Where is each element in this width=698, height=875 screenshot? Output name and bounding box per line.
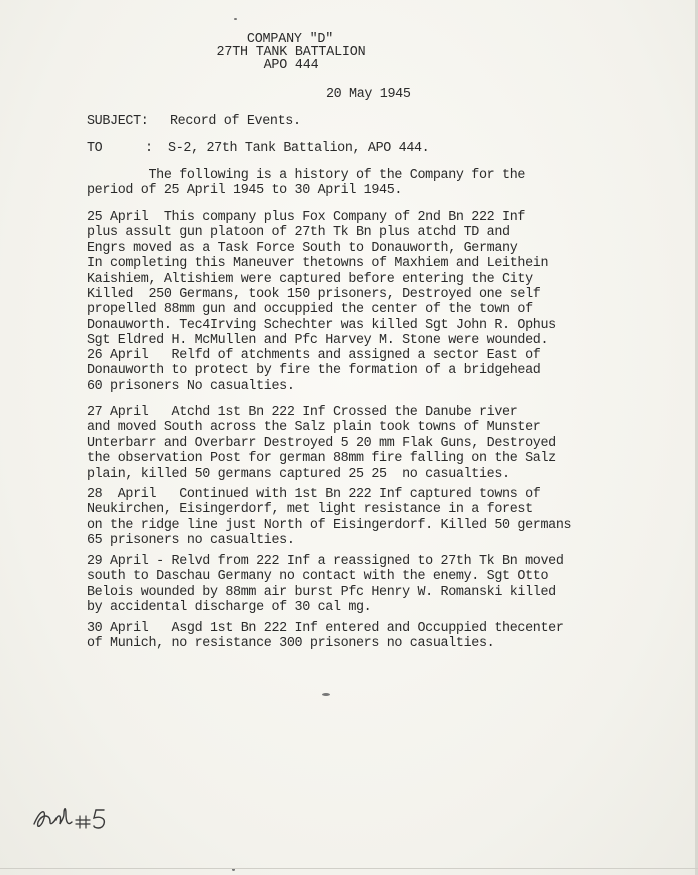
to-label: TO — [87, 141, 103, 156]
entry-30-april — [87, 621, 687, 652]
entry-line: on the ridge line just North of Eisingerdorf. Killed 50 germans — [87, 517, 572, 533]
entry-line: Neukirchen, Eisingerdorf, met light resistance in a forest — [87, 502, 533, 518]
header-apo: APO 444 — [263, 58, 319, 73]
entry-line: Donauworth to protect by fire the formation of a bridgehead — [87, 363, 541, 379]
header-company: COMPANY "D" — [246, 32, 334, 47]
entry-line: 60 prisoners No casualties. — [87, 378, 295, 394]
document-date: 20 May 1945 — [326, 87, 411, 102]
entry-line: In completing this Maneuver thetowns of Maxhiem and Leithein — [87, 256, 549, 272]
entry-28-april — [87, 487, 687, 549]
ink-speck — [234, 18, 237, 20]
entry-line: 25 April This company plus Fox Company of 2nd Bn 222 Inf — [87, 210, 526, 225]
entry-line: the observation Post for german 88mm fire falling on the Salz — [87, 451, 556, 467]
entry-line: Killed 250 Germans, took 150 prisoners, Destroyed one self — [87, 287, 541, 303]
entry-27-april — [87, 405, 687, 482]
entry-line: Engrs moved as a Task Force South to Donauworth, Germany — [87, 240, 518, 256]
entry-line: propelled 88mm gun and occuppied the center of the town of — [87, 302, 533, 318]
intro-paragraph — [87, 168, 687, 199]
entry-line: Sgt Eldred H. McMullen and Pfc Harvey M. Stone were wounded. — [87, 333, 549, 349]
header-battalion: 27TH TANK BATTALION — [216, 45, 366, 60]
entry-line: Unterbarr and Overbarr Destroyed 5 20 mm Flak Guns, Destroyed — [87, 435, 556, 451]
to-text: : S-2, 27th Tank Battalion, APO 444. — [145, 141, 430, 156]
entry-line: of Munich, no resistance 300 prisoners no casualties. — [87, 636, 495, 652]
entry-line: plain, killed 50 germans captured 25 25 no casualties. — [87, 466, 510, 482]
entry-25-april — [87, 210, 687, 349]
handwritten-annotation — [28, 800, 128, 840]
entry-line: plus assult gun platoon of 27th Tk Bn plus atchd TD and — [87, 225, 510, 241]
entry-line: by accidental discharge of 30 cal mg. — [87, 600, 372, 616]
intro-line: The following is a history of the Company for the — [87, 168, 526, 183]
entry-line: Kaishiem, Altishiem were captured before entering the City — [87, 271, 533, 287]
entry-29-april — [87, 554, 687, 616]
entry-line: and moved South across the Salz plain took towns of Munster — [87, 420, 541, 436]
entry-line: 30 April Asgd 1st Bn 222 Inf entered and Occuppied thecenter — [87, 621, 564, 636]
entry-26-april — [87, 348, 687, 394]
entry-line: 29 April - Relvd from 222 Inf a reassigned to 27th Tk Bn moved — [87, 554, 564, 569]
entry-line: Belois wounded by 88mm air burst Pfc Henry W. Romanski killed — [87, 584, 556, 600]
page-bottom-line — [0, 868, 698, 869]
ink-speck — [322, 693, 330, 696]
subject-label: SUBJECT: — [87, 114, 149, 129]
entry-line: Donauworth. Tec4Irving Schechter was killed Sgt John R. Ophus — [87, 317, 556, 333]
entry-line: south to Daschau Germany no contact with the enemy. Sgt Otto — [87, 569, 549, 585]
subject-text: Record of Events. — [170, 114, 301, 129]
entry-line: 28 April Continued with 1st Bn 222 Inf captured towns of — [87, 487, 541, 502]
intro-line: period of 25 April 1945 to 30 April 1945. — [87, 183, 403, 199]
entry-line: 26 April Relfd of atchments and assigned a sector East of — [87, 348, 541, 363]
entry-line: 65 prisoners no casualties. — [87, 533, 295, 549]
entry-line: 27 April Atchd 1st Bn 222 Inf Crossed the Danube river — [87, 405, 518, 420]
